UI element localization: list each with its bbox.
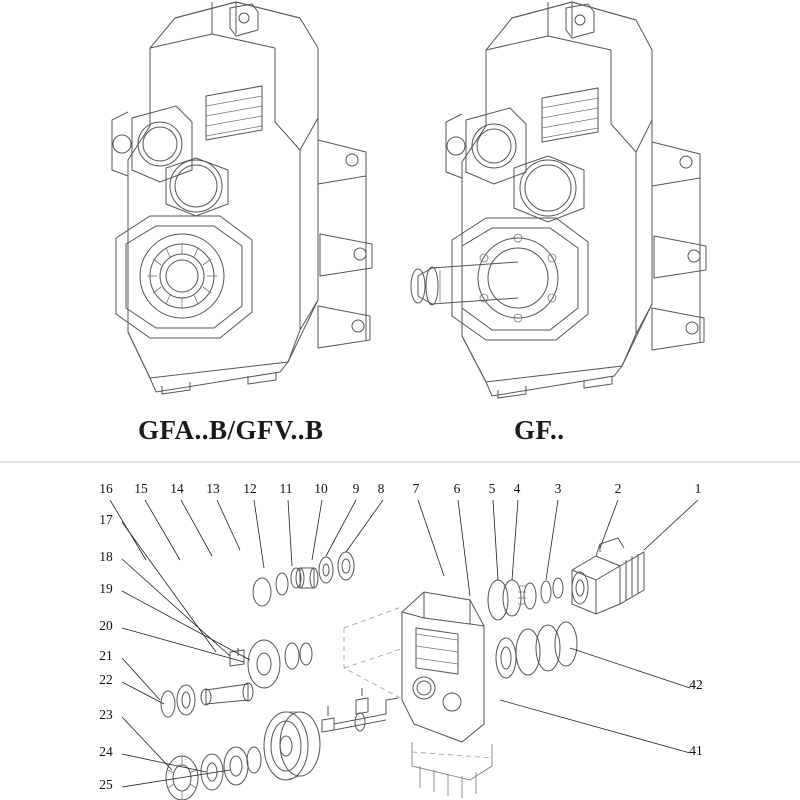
callout-leader-lines <box>110 500 698 596</box>
callout-number-42: 42 <box>689 677 703 692</box>
callout-number-1: 1 <box>694 481 702 496</box>
callout-number-17: 17 <box>99 512 113 527</box>
figure-caption-left: GFA..B/GFV..B <box>138 415 324 445</box>
callout-number-20: 20 <box>99 618 113 633</box>
callout-number-12: 12 <box>243 481 257 496</box>
callout-number-19: 19 <box>99 581 113 596</box>
callout-number-21: 21 <box>99 648 113 663</box>
callout-number-7: 7 <box>412 481 420 496</box>
callout-number-16: 16 <box>99 481 113 496</box>
callout-number-10: 10 <box>314 481 328 496</box>
callout-number-11: 11 <box>279 481 293 496</box>
figure-caption-right: GF.. <box>514 415 565 445</box>
callout-number-2: 2 <box>614 481 622 496</box>
callout-number-41: 41 <box>689 743 703 758</box>
callout-number-6: 6 <box>453 481 461 496</box>
part-gear <box>248 640 280 688</box>
callout-number-22: 22 <box>99 672 113 687</box>
part-seal <box>253 578 271 606</box>
left-gear-unit-drawing <box>112 2 372 394</box>
callout-number-18: 18 <box>99 549 113 564</box>
callout-number-13: 13 <box>206 481 220 496</box>
callout-number-24: 24 <box>99 744 113 759</box>
callout-number-8: 8 <box>377 481 385 496</box>
callout-number-4: 4 <box>513 481 521 496</box>
callout-number-9: 9 <box>352 481 360 496</box>
callout-number-14: 14 <box>170 481 184 496</box>
callout-number-25: 25 <box>99 777 113 792</box>
callout-number-5: 5 <box>488 481 496 496</box>
right-gear-unit-drawing <box>411 2 706 398</box>
callout-number-15: 15 <box>134 481 148 496</box>
callout-number-23: 23 <box>99 707 113 722</box>
exploded-assembly-drawing <box>110 500 698 800</box>
callout-number-3: 3 <box>554 481 562 496</box>
